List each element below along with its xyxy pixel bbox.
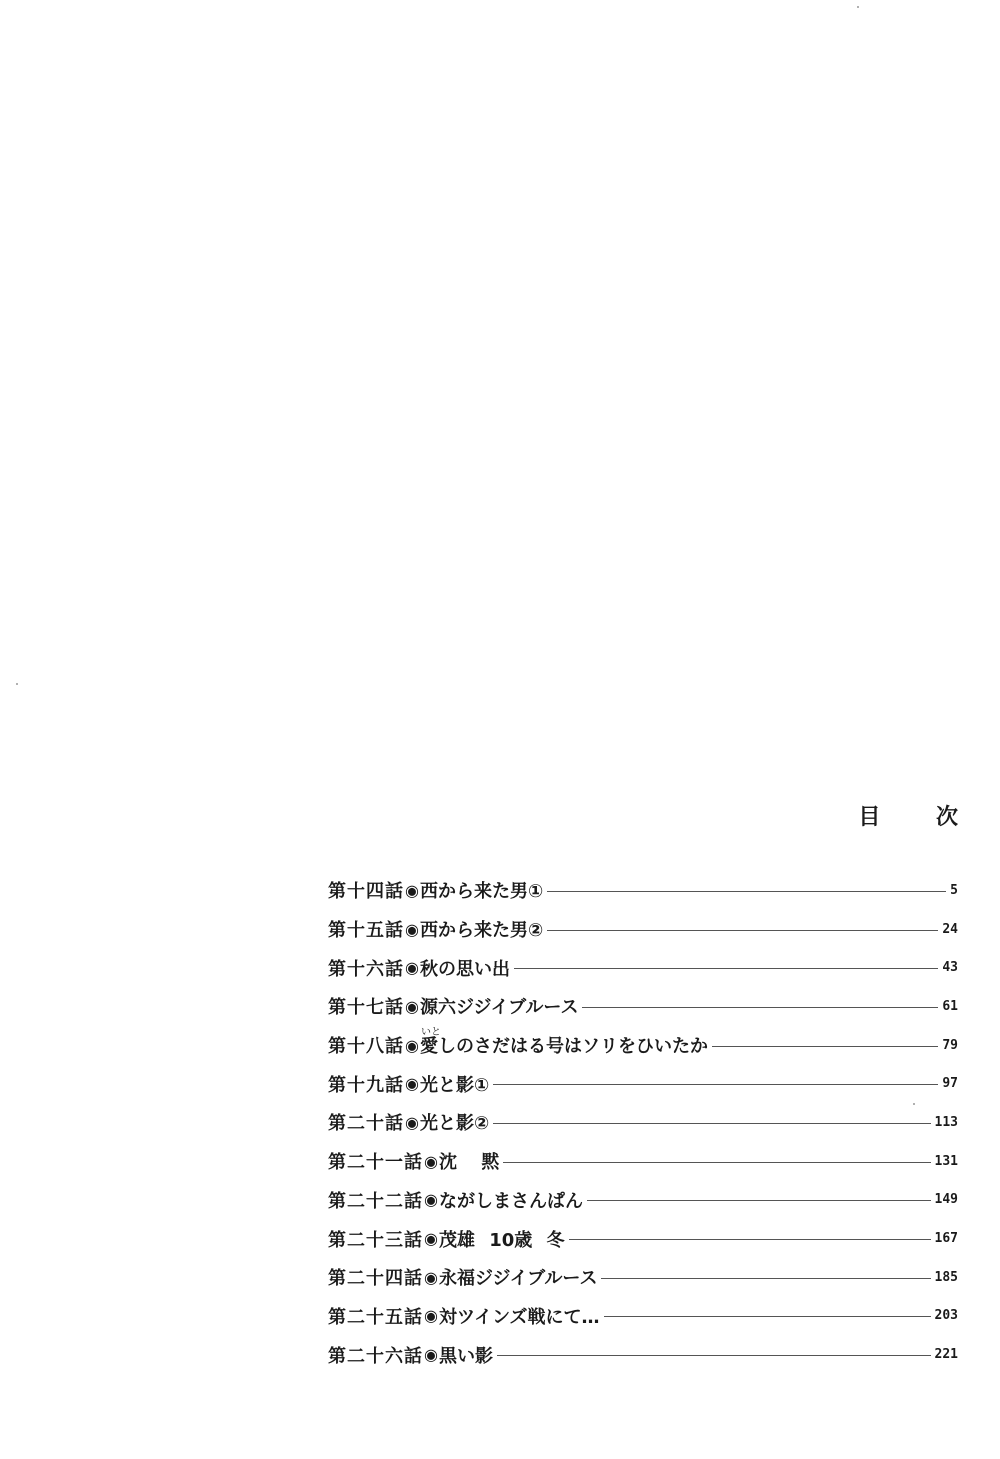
chapter-number: 第二十二話: [328, 1190, 423, 1212]
toc-entry[interactable]: [328, 871, 958, 910]
page-number: 185: [934, 1269, 958, 1285]
toc-heading: 目 次: [858, 805, 982, 830]
dot-leader: [493, 1084, 938, 1085]
bullet-icon: ◉: [405, 996, 419, 1016]
toc-entry[interactable]: [328, 1181, 958, 1220]
chapter-title: 沈 黙: [438, 1152, 500, 1174]
chapter-title: 黒い影: [438, 1345, 493, 1367]
page-number: 149: [934, 1192, 958, 1208]
dot-leader: [547, 891, 946, 892]
toc-entry[interactable]: [328, 987, 958, 1026]
dot-leader: [569, 1239, 931, 1240]
toc-entry[interactable]: [328, 1219, 958, 1258]
chapter-title: 源六ジジイブルース: [419, 997, 579, 1019]
chapter-number: 第十七話: [328, 997, 404, 1019]
furigana: いと: [420, 1027, 441, 1039]
dot-leader: [497, 1355, 931, 1356]
paper-speck: [857, 6, 859, 8]
page-number: 131: [934, 1153, 958, 1169]
page-number: 79: [942, 1037, 958, 1053]
chapter-title-text: 愛しのさだはる号はソリをひいたか: [419, 1036, 708, 1058]
bullet-icon: ◉: [424, 1151, 438, 1171]
dot-leader: [604, 1316, 931, 1317]
page-number: 113: [934, 1114, 958, 1130]
chapter-title: 茂雄 10歳 冬: [438, 1229, 565, 1251]
chapter-number: 第二十五話: [328, 1306, 423, 1328]
table-of-contents: [328, 871, 958, 1374]
chapter-title: 対ツインズ戦にて…: [438, 1306, 600, 1328]
dot-leader: [587, 1200, 931, 1201]
chapter-title: 西から来た男②: [419, 920, 544, 942]
bullet-icon: ◉: [424, 1229, 438, 1249]
paper-speck: [16, 683, 18, 685]
bullet-icon: ◉: [405, 958, 419, 978]
page-number: 24: [942, 921, 958, 937]
chapter-number: 第二十話: [328, 1113, 404, 1135]
toc-entry[interactable]: [328, 1064, 958, 1103]
chapter-title: 光と影①: [419, 1074, 490, 1096]
bullet-icon: ◉: [405, 1035, 419, 1055]
chapter-title: 光と影②: [419, 1113, 490, 1135]
bullet-icon: ◉: [405, 1074, 419, 1094]
chapter-number: 第二十一話: [328, 1152, 423, 1174]
chapter-title: 西から来た男①: [419, 881, 544, 903]
bullet-icon: ◉: [405, 919, 419, 939]
chapter-number: 第十六話: [328, 958, 404, 980]
bullet-icon: ◉: [424, 1267, 438, 1287]
bullet-icon: ◉: [424, 1190, 438, 1210]
chapter-number: 第十五話: [328, 920, 404, 942]
chapter-title: [419, 1027, 708, 1058]
chapter-title: ながしまさんぱん: [438, 1190, 583, 1212]
bullet-icon: ◉: [405, 880, 419, 900]
bullet-icon: ◉: [424, 1345, 438, 1365]
dot-leader: [547, 930, 938, 931]
chapter-title: 永福ジジイブルース: [438, 1268, 598, 1290]
dot-leader: [582, 1007, 938, 1008]
dot-leader: [601, 1278, 930, 1279]
bullet-icon: ◉: [405, 1112, 419, 1132]
page-number: 203: [934, 1308, 958, 1324]
chapter-number: 第二十六話: [328, 1345, 423, 1367]
chapter-number: 第十四話: [328, 881, 404, 903]
toc-entry[interactable]: [328, 1103, 958, 1142]
toc-entry[interactable]: [328, 948, 958, 987]
chapter-number: 第二十四話: [328, 1268, 423, 1290]
bullet-icon: ◉: [424, 1306, 438, 1326]
page-number: 167: [934, 1231, 958, 1247]
toc-entry[interactable]: [328, 910, 958, 949]
chapter-title: 秋の思い出: [419, 958, 510, 980]
chapter-number: 第二十三話: [328, 1229, 423, 1251]
toc-entry[interactable]: [328, 1026, 958, 1065]
dot-leader: [712, 1046, 938, 1047]
chapter-number: 第十九話: [328, 1074, 404, 1096]
dot-leader: [493, 1123, 930, 1124]
dot-leader: [514, 968, 938, 969]
toc-entry[interactable]: [328, 1142, 958, 1181]
page-number: 97: [942, 1076, 958, 1092]
page-number: 61: [942, 998, 958, 1014]
page-number: 5: [950, 882, 958, 898]
toc-entry[interactable]: [328, 1258, 958, 1297]
toc-entry[interactable]: [328, 1297, 958, 1336]
dot-leader: [503, 1162, 930, 1163]
chapter-number: 第十八話: [328, 1036, 404, 1058]
toc-entry[interactable]: [328, 1335, 958, 1374]
page-number: 43: [942, 960, 958, 976]
page-number: 221: [934, 1347, 958, 1363]
